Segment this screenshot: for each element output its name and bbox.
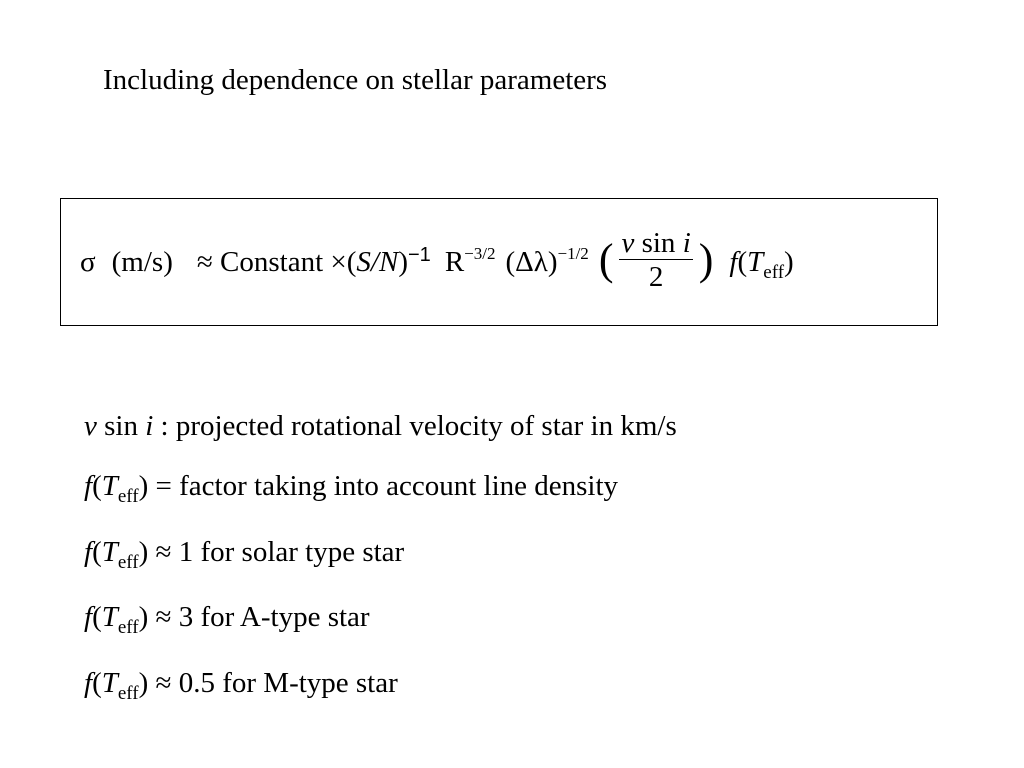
units-label: (m/s) bbox=[111, 245, 173, 278]
rv-precision-formula bbox=[80, 199, 794, 325]
definition-vsini bbox=[84, 408, 677, 444]
fteff-solar-type bbox=[84, 534, 404, 574]
line-close-paren: ) bbox=[138, 470, 149, 502]
fraction-sin: sin bbox=[634, 226, 683, 259]
sn-exponent: −1 bbox=[408, 243, 431, 266]
big-close-paren: ) bbox=[698, 235, 714, 284]
line-subscript: eff bbox=[117, 486, 139, 507]
definition-fteff bbox=[84, 468, 618, 508]
line-f: f bbox=[84, 667, 93, 699]
wavelength-exponent: −1/2 bbox=[557, 243, 589, 263]
function-open-paren: ( bbox=[737, 245, 748, 278]
sn-open-paren: ( bbox=[346, 245, 357, 278]
teff-t: T bbox=[747, 245, 764, 278]
wavelength-coverage: (Δλ) bbox=[505, 245, 558, 278]
line-open-paren: ( bbox=[92, 667, 102, 699]
definition-text: ≈ 3 for A-type star bbox=[148, 601, 370, 633]
line-open-paren: ( bbox=[92, 536, 102, 568]
line-open-paren: ( bbox=[92, 470, 102, 502]
line-close-paren: ) bbox=[138, 667, 149, 699]
line-close-paren: ) bbox=[138, 536, 149, 568]
fteff-a-type bbox=[84, 599, 370, 639]
line-f: f bbox=[84, 470, 93, 502]
function-close-paren: ) bbox=[784, 245, 794, 278]
resolution-exponent: −3/2 bbox=[464, 243, 496, 263]
fraction-denominator: 2 bbox=[648, 260, 664, 293]
line-t: T bbox=[101, 470, 118, 502]
teff-function bbox=[729, 245, 794, 283]
sn-close-paren: ) bbox=[398, 245, 408, 278]
line-subscript: eff bbox=[117, 683, 139, 704]
line-f: f bbox=[84, 601, 93, 633]
line-open-paren: ( bbox=[92, 601, 102, 633]
wavelength-term bbox=[505, 243, 589, 279]
vsini-fraction bbox=[619, 227, 692, 294]
big-open-paren: ( bbox=[598, 235, 614, 284]
approx-constant: ≈ Constant × bbox=[196, 245, 347, 278]
sigma-symbol: σ bbox=[80, 245, 96, 278]
resolution-term bbox=[444, 243, 496, 279]
line-subscript: eff bbox=[117, 552, 139, 573]
sn-term bbox=[346, 243, 431, 279]
fraction-i: i bbox=[682, 226, 691, 259]
formula-box bbox=[60, 198, 938, 326]
line-close-paren: ) bbox=[138, 601, 149, 633]
fraction-v: v bbox=[621, 226, 635, 259]
function-f: f bbox=[729, 245, 738, 278]
fraction-numerator bbox=[619, 227, 692, 259]
resolution-symbol: R bbox=[444, 245, 465, 278]
line-subscript: eff bbox=[117, 617, 139, 638]
line-t: T bbox=[101, 601, 118, 633]
line-i: i bbox=[145, 410, 154, 442]
teff-subscript: eff bbox=[763, 261, 785, 283]
definition-text: ≈ 0.5 for M-type star bbox=[148, 667, 398, 699]
definition-text: : projected rotational velocity of star in km/s bbox=[153, 410, 677, 442]
line-t: T bbox=[101, 667, 118, 699]
line-f: f bbox=[84, 536, 93, 568]
slide-title: Including dependence on stellar parameters bbox=[103, 64, 608, 96]
definition-text: ≈ 1 for solar type star bbox=[148, 536, 405, 568]
definition-text: = factor taking into account line density bbox=[148, 470, 619, 502]
line-sin: sin bbox=[96, 410, 146, 442]
sn-ratio: S/N bbox=[356, 245, 399, 278]
line-t: T bbox=[101, 536, 118, 568]
fteff-m-type bbox=[84, 665, 398, 705]
line-v: v bbox=[84, 410, 97, 442]
